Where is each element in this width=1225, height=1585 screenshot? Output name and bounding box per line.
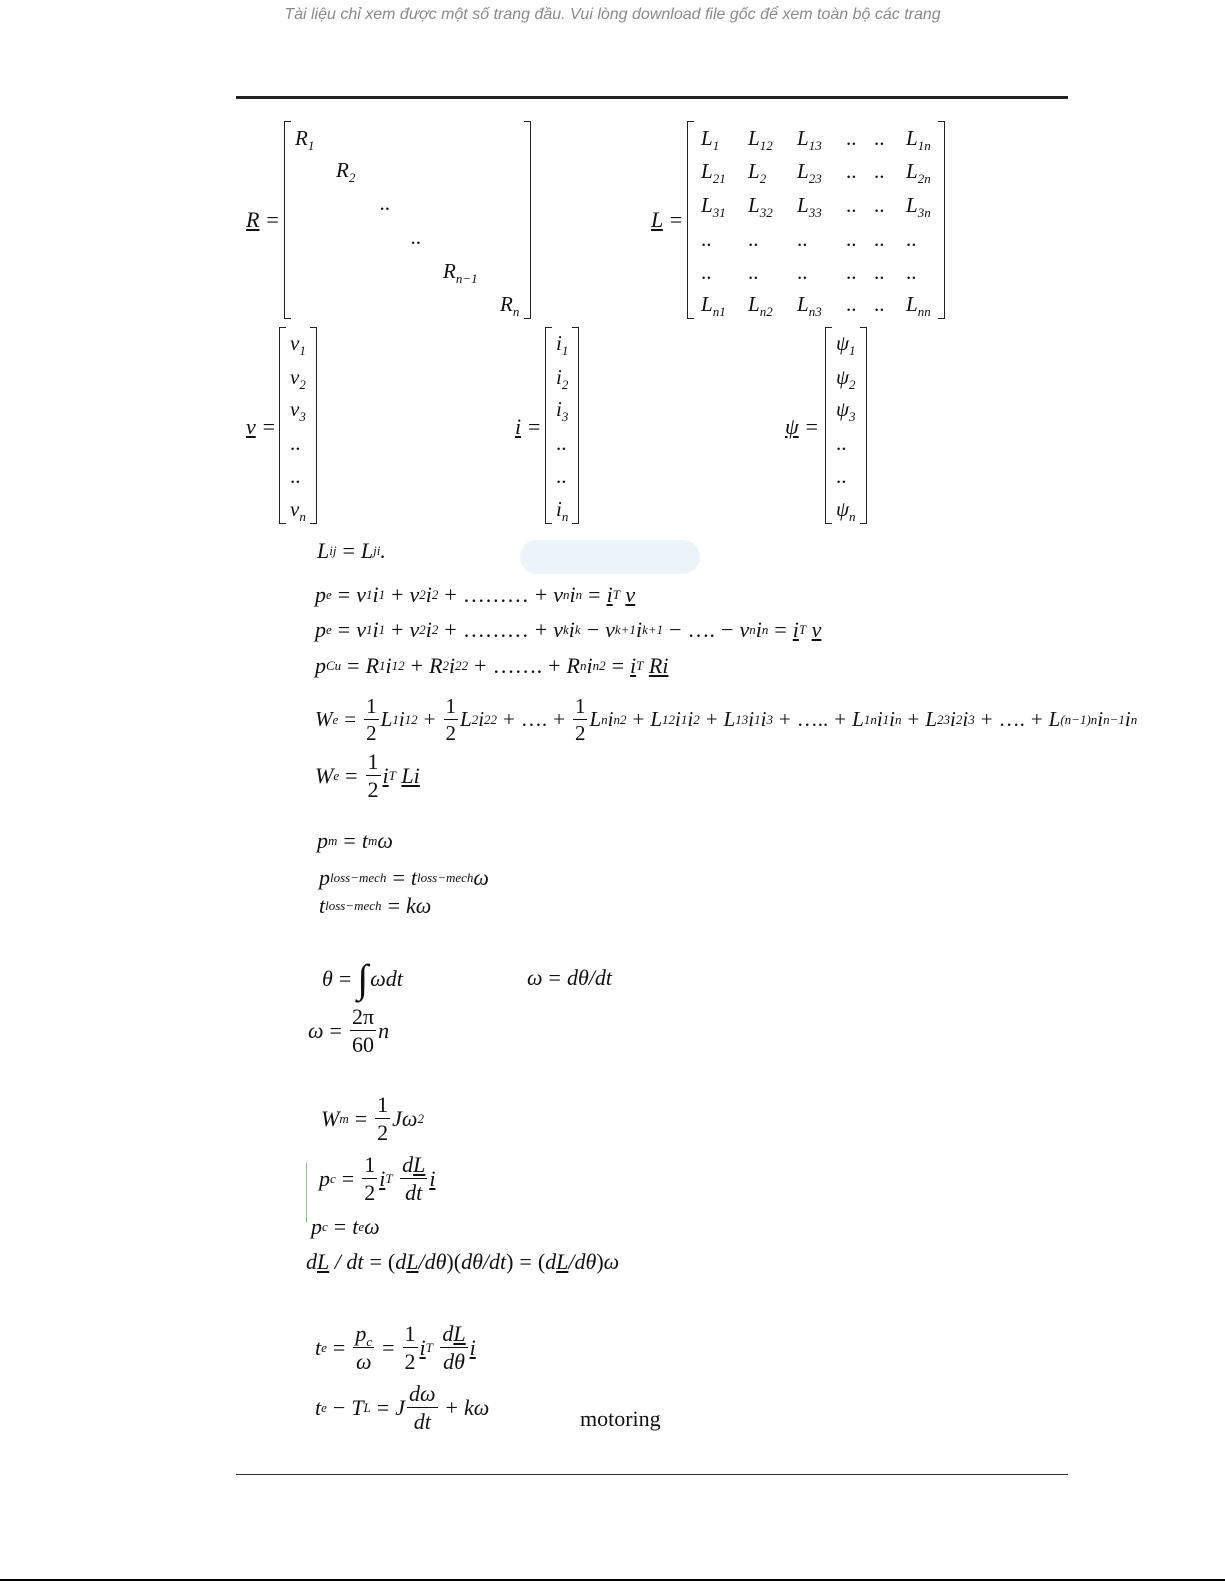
matrix-l-cell: .. [846, 260, 857, 284]
vector-v [280, 328, 316, 523]
matrix-l-cell: .. [846, 292, 857, 316]
download-notice-banner: Tài liệu chỉ xem được một số trang đầu. Vui lòng download file gốc để xem toàn bộ các trang [284, 6, 941, 23]
eq-ploss: p loss−mech = t loss−mech ω [319, 865, 489, 890]
vector-psi-label: ψ = [785, 414, 820, 439]
matrix-l-cell: $L_2$ [748, 159, 767, 186]
matrix-l-cell: .. [701, 260, 712, 284]
matrix-l-cell: .. [906, 260, 917, 284]
matrix-l-cell: .. [701, 227, 712, 251]
matrix-l-cell: .. [797, 260, 808, 284]
eq-wm: W m = $\frac{1}{2}$ Jω 2 [321, 1092, 424, 1146]
vector-psi-entry: $\psi_3$ [836, 397, 856, 424]
eq-omega-n: ω = $\frac{2\pi}{60}$ n [308, 1004, 390, 1058]
matrix-l-cell: $L_{33}$ [797, 193, 822, 220]
matrix-l-cell: .. [748, 260, 759, 284]
matrix-l-cell: .. [797, 227, 808, 251]
matrix-l-cell: .. [748, 227, 759, 251]
matrix-l-cell: $L_{21}$ [701, 159, 726, 186]
page-bottom-edge [0, 1579, 1225, 1581]
vector-v-entry: $v_n$ [290, 497, 306, 524]
matrix-l-cell: $L_{n3}$ [797, 292, 822, 319]
eq-omega-def: ω = dθ/dt [527, 965, 612, 990]
matrix-r-cell: .. [380, 191, 391, 215]
vector-v-label: v = [246, 414, 277, 439]
matrix-l-cell: .. [874, 126, 885, 150]
vector-i-entry: $i_3$ [556, 397, 569, 424]
vector-v-entry: $v_1$ [290, 331, 306, 358]
vector-i-label: i = [515, 414, 542, 439]
eq-we-short: W e = $\frac{1}{2}$ i T Li [315, 749, 420, 803]
matrix-l-cell: .. [846, 193, 857, 217]
vector-i-entry: $i_n$ [556, 497, 569, 524]
eq-pc-2: p c = t e ω [311, 1214, 380, 1239]
eq-pm: p m = t m ω [317, 828, 393, 853]
vector-i-entry: .. [556, 431, 567, 455]
matrix-l-cell: $L_{31}$ [701, 193, 726, 220]
matrix-l-cell: .. [874, 159, 885, 183]
eq-tloss: t loss−mech = kω [319, 893, 432, 918]
matrix-l-cell: $L_{23}$ [797, 159, 822, 186]
matrix-r-cell: $R_2$ [336, 158, 356, 185]
vector-i-entry: .. [556, 464, 567, 488]
matrix-l-cell: $L_1$ [701, 126, 720, 153]
eq-symmetry: L ij = L ji . [317, 538, 386, 563]
eq-te: t e = $\frac{p_c}{\omega}$ = $\frac{1}{2}$ i T $\frac{dL}{d\theta}$ i [315, 1321, 476, 1375]
matrix-l-cell: .. [846, 126, 857, 150]
matrix-l-cell: $L_{3n}$ [906, 193, 931, 220]
eq-pc-1: p c = $\frac{1}{2}$ i T $\frac{dL}{dt}$ i [319, 1152, 436, 1206]
vector-psi-entry: $\psi_n$ [836, 497, 856, 524]
margin-mark [306, 1163, 307, 1223]
matrix-l-label: L = [651, 207, 684, 232]
matrix-r-label: R = [246, 207, 280, 232]
vector-psi-entry: .. [836, 431, 847, 455]
matrix-l-cell: .. [874, 193, 885, 217]
matrix-r-cell: $R_1$ [295, 126, 315, 153]
vector-v-entry: .. [290, 431, 301, 455]
matrix-l-cell: $L_{12}$ [748, 126, 773, 153]
eq-dl-dt: d L / dt = ( d L /dθ )( dθ/dt ) = ( d L /dθ ) ω [306, 1249, 620, 1274]
header-rule [236, 96, 1068, 99]
vector-i-entry: $i_1$ [556, 331, 569, 358]
matrix-r [285, 122, 530, 318]
matrix-r-cell: .. [411, 225, 422, 249]
matrix-l-cell: $L_{13}$ [797, 126, 822, 153]
eq-pe-2: p e = v 1 i 1 + v 2 i 2 + ……… + v k i k − v k+1 i k+1 − …. − v n i n = i T v [315, 617, 822, 642]
matrix-l-cell: .. [906, 227, 917, 251]
eq-we-long: W e = $\frac{1}{2}$ L 1 i 1 2 + $\frac{1}{2}$ L 2 i 2 2 + …. + $\frac{1}{2}$ L n i n 2 + L 12 i 1 i 2 + L 13 i 1 i 3 + ….. + L 1n i 1 i n + L 23 i 2 i 3 + …. + L (n−1)n i n−1 i n [315, 694, 1138, 746]
vector-psi-entry: .. [836, 464, 847, 488]
vector-psi [826, 328, 866, 523]
matrix-l-cell: $L_{2n}$ [906, 159, 931, 186]
motoring-label: motoring [580, 1406, 661, 1431]
eq-theta: θ = ∫ ωdt [322, 956, 403, 1001]
watermark-logo [520, 540, 700, 574]
matrix-r-cell: $R_n$ [500, 292, 520, 319]
matrix-r-cell: $R_{n-1}$ [443, 259, 478, 286]
matrix-l-cell: .. [846, 227, 857, 251]
eq-motion: t e − T L = J $\frac{d\omega}{dt}$ + kω [315, 1381, 490, 1435]
vector-v-entry: $v_3$ [290, 397, 306, 424]
vector-psi-entry: $\psi_1$ [836, 331, 856, 358]
matrix-l-cell: $L_{n1}$ [701, 292, 726, 319]
matrix-l-cell: .. [874, 292, 885, 316]
matrix-l-cell: .. [846, 159, 857, 183]
matrix-l-cell: $L_{n2}$ [748, 292, 773, 319]
vector-v-entry: .. [290, 464, 301, 488]
vector-psi-entry: $\psi_2$ [836, 365, 856, 392]
matrix-l-cell: .. [874, 227, 885, 251]
matrix-l-cell: $L_{1n}$ [906, 126, 931, 153]
vector-i-entry: $i_2$ [556, 365, 569, 392]
footer-rule [236, 1474, 1068, 1475]
eq-pcu: p Cu = R 1 i 1 2 + R 2 i 2 2 + ……. + R n i n 2 = i T Ri [315, 653, 669, 678]
matrix-l-cell: $L_{32}$ [748, 193, 773, 220]
eq-pe-1: p e = v 1 i 1 + v 2 i 2 + ……… + v n i n = i T v [315, 582, 636, 607]
vector-v-entry: $v_2$ [290, 365, 306, 392]
matrix-l-cell: $L_{nn}$ [906, 292, 931, 319]
matrix-l-cell: .. [874, 260, 885, 284]
